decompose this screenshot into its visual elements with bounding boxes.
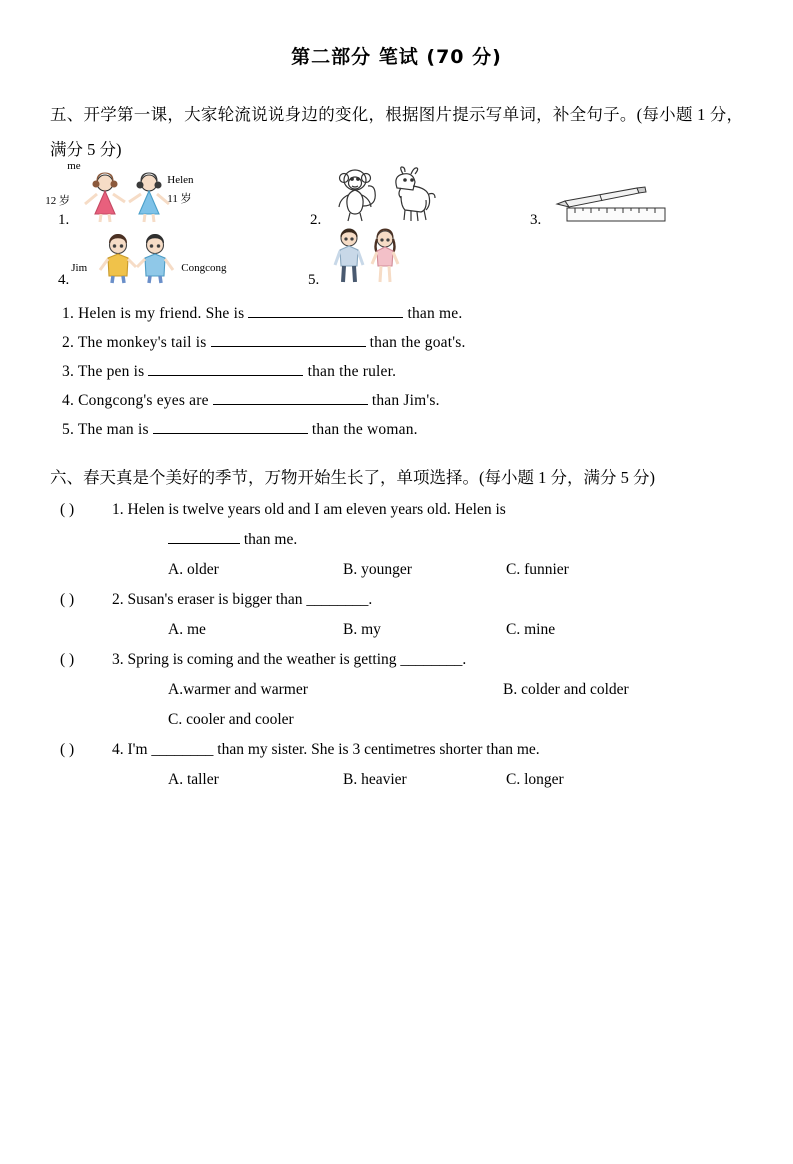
fill-item-3-after: than the ruler. (307, 363, 397, 380)
mc-option-3-b[interactable]: B. colder and colder (503, 681, 629, 698)
fill-item-3 (50, 357, 743, 386)
fill-item-2-blank[interactable] (211, 332, 366, 347)
fill-item-1-before: Helen is my friend. She is (78, 305, 245, 322)
picture-item-1 (45, 160, 194, 229)
picture-label-congcong: Congcong (181, 262, 227, 274)
mc-options-4 (168, 765, 743, 795)
mc-question-4-number: 4. (112, 741, 124, 758)
section-6-heading: 六、春天真是个美好的季节，万物开始生长了，单项选择。(每小题 1 分，满分 5 分) (50, 468, 655, 487)
mc-question-2-text (60, 585, 743, 615)
fill-item-4-blank[interactable] (213, 390, 368, 405)
fill-item-2-before: The monkey's tail is (77, 334, 207, 351)
picture-label-age-12: 12 岁 (45, 195, 70, 207)
mc-question-3 (50, 645, 743, 735)
picture-item-4 (58, 234, 227, 289)
mc-options-1 (168, 555, 743, 585)
monkey-goat-icon (325, 166, 445, 229)
picture-item-5 (308, 228, 413, 289)
picture-row-1 (45, 160, 743, 229)
picture-label-jim: Jim (71, 262, 88, 274)
mc-question-1-continuation (168, 525, 743, 555)
fill-item-5-blank[interactable] (153, 419, 308, 434)
fill-item-4 (50, 386, 743, 415)
fill-item-1-number: 1. (62, 305, 75, 322)
mc-option-3-c[interactable]: C. cooler and cooler (168, 711, 294, 728)
fill-item-1-after: than me. (407, 305, 463, 322)
mc-options-3 (168, 675, 743, 705)
mc-question-1 (50, 495, 743, 585)
fill-item-4-before: Congcong's eyes are (78, 392, 209, 409)
mc-option-1-a[interactable]: A. older (168, 561, 219, 578)
mc-answer-box-2[interactable]: ( ) (60, 591, 75, 608)
mc-question-1-blank[interactable] (168, 530, 240, 544)
fill-item-3-before: The pen is (77, 363, 145, 380)
picture-number-2: 2. (310, 212, 322, 228)
picture-number-3: 3. (530, 212, 542, 228)
mc-question-1-body: Helen is twelve years old and I am eleven years old. Helen is (127, 501, 506, 518)
mc-option-2-c[interactable]: C. mine (506, 621, 556, 638)
mc-answer-box-4[interactable]: ( ) (60, 741, 75, 758)
mc-question-2-body: Susan's eraser is bigger than ________. (127, 591, 373, 608)
mc-option-3-a[interactable]: A.warmer and warmer (168, 681, 308, 698)
mc-option-1-c[interactable]: C. funnier (506, 561, 569, 578)
fill-item-5-before: The man is (77, 421, 149, 438)
mc-question-1-text (60, 495, 743, 525)
picture-label-helen: Helen (167, 174, 194, 186)
fill-item-5-number: 5. (62, 421, 75, 438)
picture-number-1: 1. (58, 212, 70, 228)
section-5-heading: 五、开学第一课，大家轮流说说身边的变化，根据图片提示写单词，补全句子。(每小题 1 分，满分 5 分) (50, 105, 743, 159)
mc-options-2 (168, 615, 743, 645)
mc-question-2 (50, 585, 743, 645)
mc-question-4 (50, 735, 743, 795)
mc-option-4-a[interactable]: A. taller (168, 771, 219, 788)
mc-question-3-text (60, 645, 743, 675)
fill-item-4-number: 4. (62, 392, 75, 409)
mc-option-4-c[interactable]: C. longer (506, 771, 564, 788)
fill-item-2 (50, 328, 743, 357)
picture-item-3 (530, 184, 670, 229)
man-woman-icon (323, 228, 413, 289)
page-title: 第二部分 笔试 (70 分) (291, 46, 502, 68)
picture-number-4: 4. (58, 272, 70, 288)
mc-option-1-b[interactable]: B. younger (343, 561, 412, 578)
picture-item-2 (310, 166, 445, 229)
picture-label-age-11: 11 岁 (167, 193, 192, 205)
mc-question-1-tail: than me. (243, 531, 298, 548)
worksheet-page (0, 42, 793, 1164)
mc-question-4-body: I'm ________ than my sister. She is 3 centimetres shorter than me. (127, 741, 540, 758)
picture-number-5: 5. (308, 272, 320, 288)
picture-label-me: me (67, 160, 81, 172)
fill-item-2-number: 2. (62, 334, 75, 351)
section-5-items (50, 299, 743, 444)
fill-item-2-after: than the goat's. (369, 334, 466, 351)
mc-question-1-number: 1. (112, 501, 124, 518)
mc-answer-box-3[interactable]: ( ) (60, 651, 75, 668)
fill-item-4-after: than Jim's. (371, 392, 440, 409)
mc-question-3-body: Spring is coming and the weather is getting ________. (127, 651, 467, 668)
mc-options-3-row2 (168, 705, 743, 735)
two-girls-icon (45, 160, 194, 229)
mc-option-4-b[interactable]: B. heavier (343, 771, 407, 788)
fill-item-1 (50, 299, 743, 328)
mc-question-4-text (60, 735, 743, 765)
mc-option-2-a[interactable]: A. me (168, 621, 206, 638)
fill-item-5 (50, 415, 743, 444)
fill-item-3-blank[interactable] (148, 361, 303, 376)
pen-ruler-icon (545, 184, 670, 229)
mc-question-3-number: 3. (112, 651, 124, 668)
mc-answer-box-1[interactable]: ( ) (60, 501, 75, 518)
two-boys-icon (71, 234, 227, 289)
picture-row-2 (50, 229, 743, 289)
fill-item-5-after: than the woman. (311, 421, 418, 438)
mc-option-2-b[interactable]: B. my (343, 621, 381, 638)
mc-question-2-number: 2. (112, 591, 124, 608)
fill-item-1-blank[interactable] (248, 303, 403, 318)
fill-item-3-number: 3. (62, 363, 75, 380)
